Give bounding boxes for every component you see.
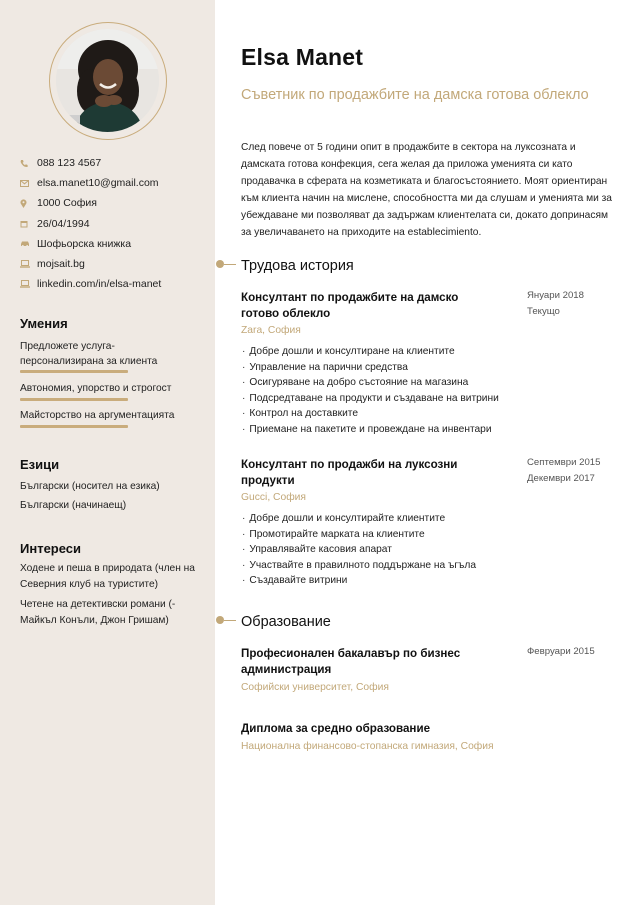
list-item: · Създавайте витрини xyxy=(242,573,522,589)
languages-heading: Езици xyxy=(20,457,60,472)
contact-phone xyxy=(20,153,210,173)
contact-location xyxy=(20,193,210,213)
skill-item: Майсторство на аргументацията xyxy=(20,410,175,421)
list-item: · Управление на парични средства xyxy=(242,360,522,376)
job-date-end: Текущо xyxy=(527,306,560,317)
laptop-icon xyxy=(20,280,37,288)
list-item: · Добре дошли и консултиране на клиентите xyxy=(242,344,522,360)
experience-heading: Трудова история xyxy=(241,258,354,274)
contact-text: Шофьорска книжка xyxy=(37,237,132,250)
laptop-icon xyxy=(20,260,37,268)
language-item: Български (носител на езика) xyxy=(20,481,160,492)
list-item: · Приемане на пакетите и провеждане на инвентари xyxy=(242,422,522,438)
location-icon xyxy=(20,199,37,208)
contact-text: 26/04/1994 xyxy=(37,217,90,230)
job-company: Gucci, София xyxy=(241,492,307,503)
list-item: · Осигуряване на добро състояние на магазина xyxy=(242,375,522,391)
school-name: Софийски университет, София xyxy=(241,682,389,693)
contact-email[interactable] xyxy=(20,173,210,193)
contact-text: 1000 София xyxy=(37,197,97,210)
list-item: · Добре дошли и консултирайте клиентите xyxy=(242,511,522,527)
contact-text: 088 123 4567 xyxy=(37,157,102,170)
skill-bar xyxy=(20,398,128,401)
interest-item: Ходене и пеша в природата (член на Северния клуб на туристите) xyxy=(20,563,195,590)
skill-bar xyxy=(20,370,128,373)
job-title: Консултант по продажби на луксозни продукти xyxy=(241,458,458,487)
job-duties xyxy=(242,344,522,437)
school-name: Национална финансово-стопанска гимназия, София xyxy=(241,741,494,752)
job-date-start: Септември 2015 xyxy=(527,457,601,468)
job-headline: Съветник по продажбите на дамска готова облекло xyxy=(241,87,589,103)
list-item: · Подсредтаване на продукти и създаване на витрини xyxy=(242,391,522,407)
skills-heading: Умения xyxy=(20,316,68,331)
contact-license xyxy=(20,234,210,254)
interests-heading: Интереси xyxy=(20,541,82,556)
job-title: Консултант по продажбите на дамско готово облекло xyxy=(241,291,459,320)
section-marker-line xyxy=(224,264,236,266)
list-item: · Управлявайте касовия апарат xyxy=(242,542,522,558)
car-icon xyxy=(20,240,37,247)
profile-photo xyxy=(56,29,159,132)
list-item: · Контрол на доставките xyxy=(242,406,522,422)
list-item: · Участвайте в правилното поддържане на ъгъла xyxy=(242,558,522,574)
profile-photo-frame xyxy=(49,22,167,140)
job-duties xyxy=(242,511,522,589)
section-marker-dot xyxy=(216,616,224,624)
contact-text: linkedin.com/in/elsa-manet xyxy=(37,278,162,291)
contact-text: elsa.manet10@gmail.com xyxy=(37,177,159,190)
calendar-icon xyxy=(20,220,37,228)
degree-title: Професионален бакалавър по бизнес администрация xyxy=(241,647,461,676)
job-date-end: Декември 2017 xyxy=(527,473,595,484)
skill-item: Предложете услуга- персонализирана за клиента xyxy=(20,341,158,367)
job-date-start: Януари 2018 xyxy=(527,290,584,301)
contact-birthdate xyxy=(20,214,210,234)
skill-bar xyxy=(20,425,128,428)
contact-text: mojsait.bg xyxy=(37,258,85,271)
education-heading: Образование xyxy=(241,614,331,630)
interest-item: Четене на детективски романи (- Майкъл Конъли, Джон Гришам) xyxy=(20,599,176,626)
skill-item: Автономия, упорство и строгост xyxy=(20,383,172,394)
sidebar xyxy=(0,0,215,905)
section-marker-line xyxy=(224,620,236,622)
job-company: Zara, София xyxy=(241,325,301,336)
profile-summary: След повече от 5 години опит в продажбите в сектора на луксозната и дамската готова конфекция, сега желая да приложа уменията си като продавачка в сферата на козметиката и благосъстоянието. Моят ориентиран към клиента начин на мислене, способността ми да слушам и уменията ми за убеждаване ми позволяват да задържам клиентелата си, докато допринасям за увеличаването на приходите на establecimiento. xyxy=(241,142,612,238)
degree-date: Февруари 2015 xyxy=(527,646,595,657)
phone-icon xyxy=(20,159,37,168)
contact-website[interactable] xyxy=(20,254,210,274)
language-item: Български (начинаещ) xyxy=(20,500,127,511)
contact-linkedin[interactable] xyxy=(20,274,210,294)
contact-list xyxy=(20,153,210,294)
degree-title: Диплома за средно образование xyxy=(241,722,431,735)
list-item: · Промотирайте марката на клиентите xyxy=(242,527,522,543)
mail-icon xyxy=(20,180,37,187)
section-marker-dot xyxy=(216,260,224,268)
candidate-name: Elsa Manet xyxy=(241,44,364,70)
